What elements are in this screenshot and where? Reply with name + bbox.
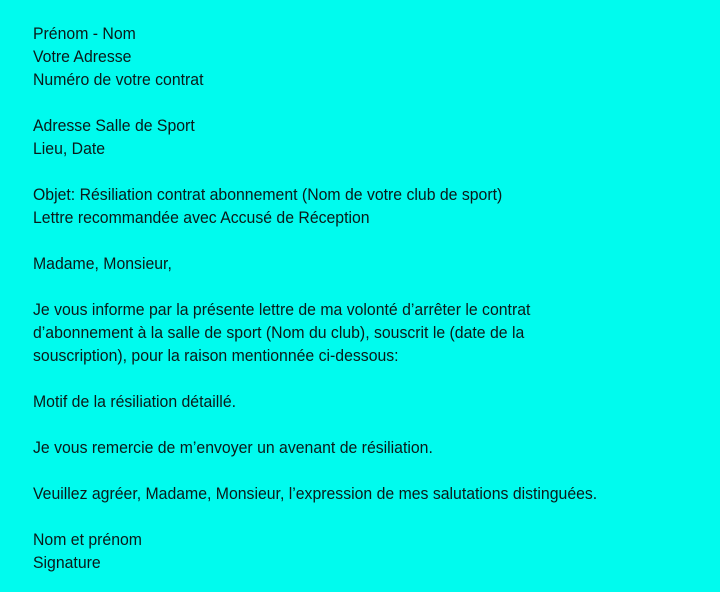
body-line: Je vous informe par la présente lettre de ma volonté d’arrêter le contrat [33, 300, 531, 319]
body-line: souscription), pour la raison mentionnée ci-dessous: [33, 346, 399, 365]
place-date: Lieu, Date [33, 139, 106, 158]
spacer [33, 229, 713, 252]
spacer [33, 367, 713, 390]
body-paragraph [33, 298, 713, 367]
signature-block [33, 528, 713, 574]
spacer [33, 160, 713, 183]
sender-name: Prénom - Nom [33, 24, 136, 43]
contract-number: Numéro de votre contrat [33, 70, 204, 89]
spacer [33, 91, 713, 114]
sender-address: Votre Adresse [33, 47, 132, 66]
signature-label: Signature [33, 553, 101, 572]
recipient-address: Adresse Salle de Sport [33, 116, 195, 135]
spacer [33, 505, 713, 528]
signature-name: Nom et prénom [33, 530, 142, 549]
delivery-method: Lettre recommandée avec Accusé de Réception [33, 208, 370, 227]
body-line: d’abonnement à la salle de sport (Nom du club), souscrit le (date de la [33, 323, 525, 342]
termination-reason: Motif de la résiliation détaillé. [33, 392, 237, 411]
request-line: Je vous remercie de m’envoyer un avenant de résiliation. [33, 438, 433, 457]
recipient-block [33, 114, 713, 160]
sender-block [33, 22, 713, 91]
letter-template [33, 22, 713, 574]
subject-line: Objet: Résiliation contrat abonnement (Nom de votre club de sport) [33, 185, 503, 204]
spacer [33, 459, 713, 482]
spacer [33, 413, 713, 436]
salutation: Madame, Monsieur, [33, 254, 172, 273]
closing-formula: Veuillez agréer, Madame, Monsieur, l’expression de mes salutations distinguées. [33, 484, 598, 503]
subject-block [33, 183, 713, 229]
spacer [33, 275, 713, 298]
